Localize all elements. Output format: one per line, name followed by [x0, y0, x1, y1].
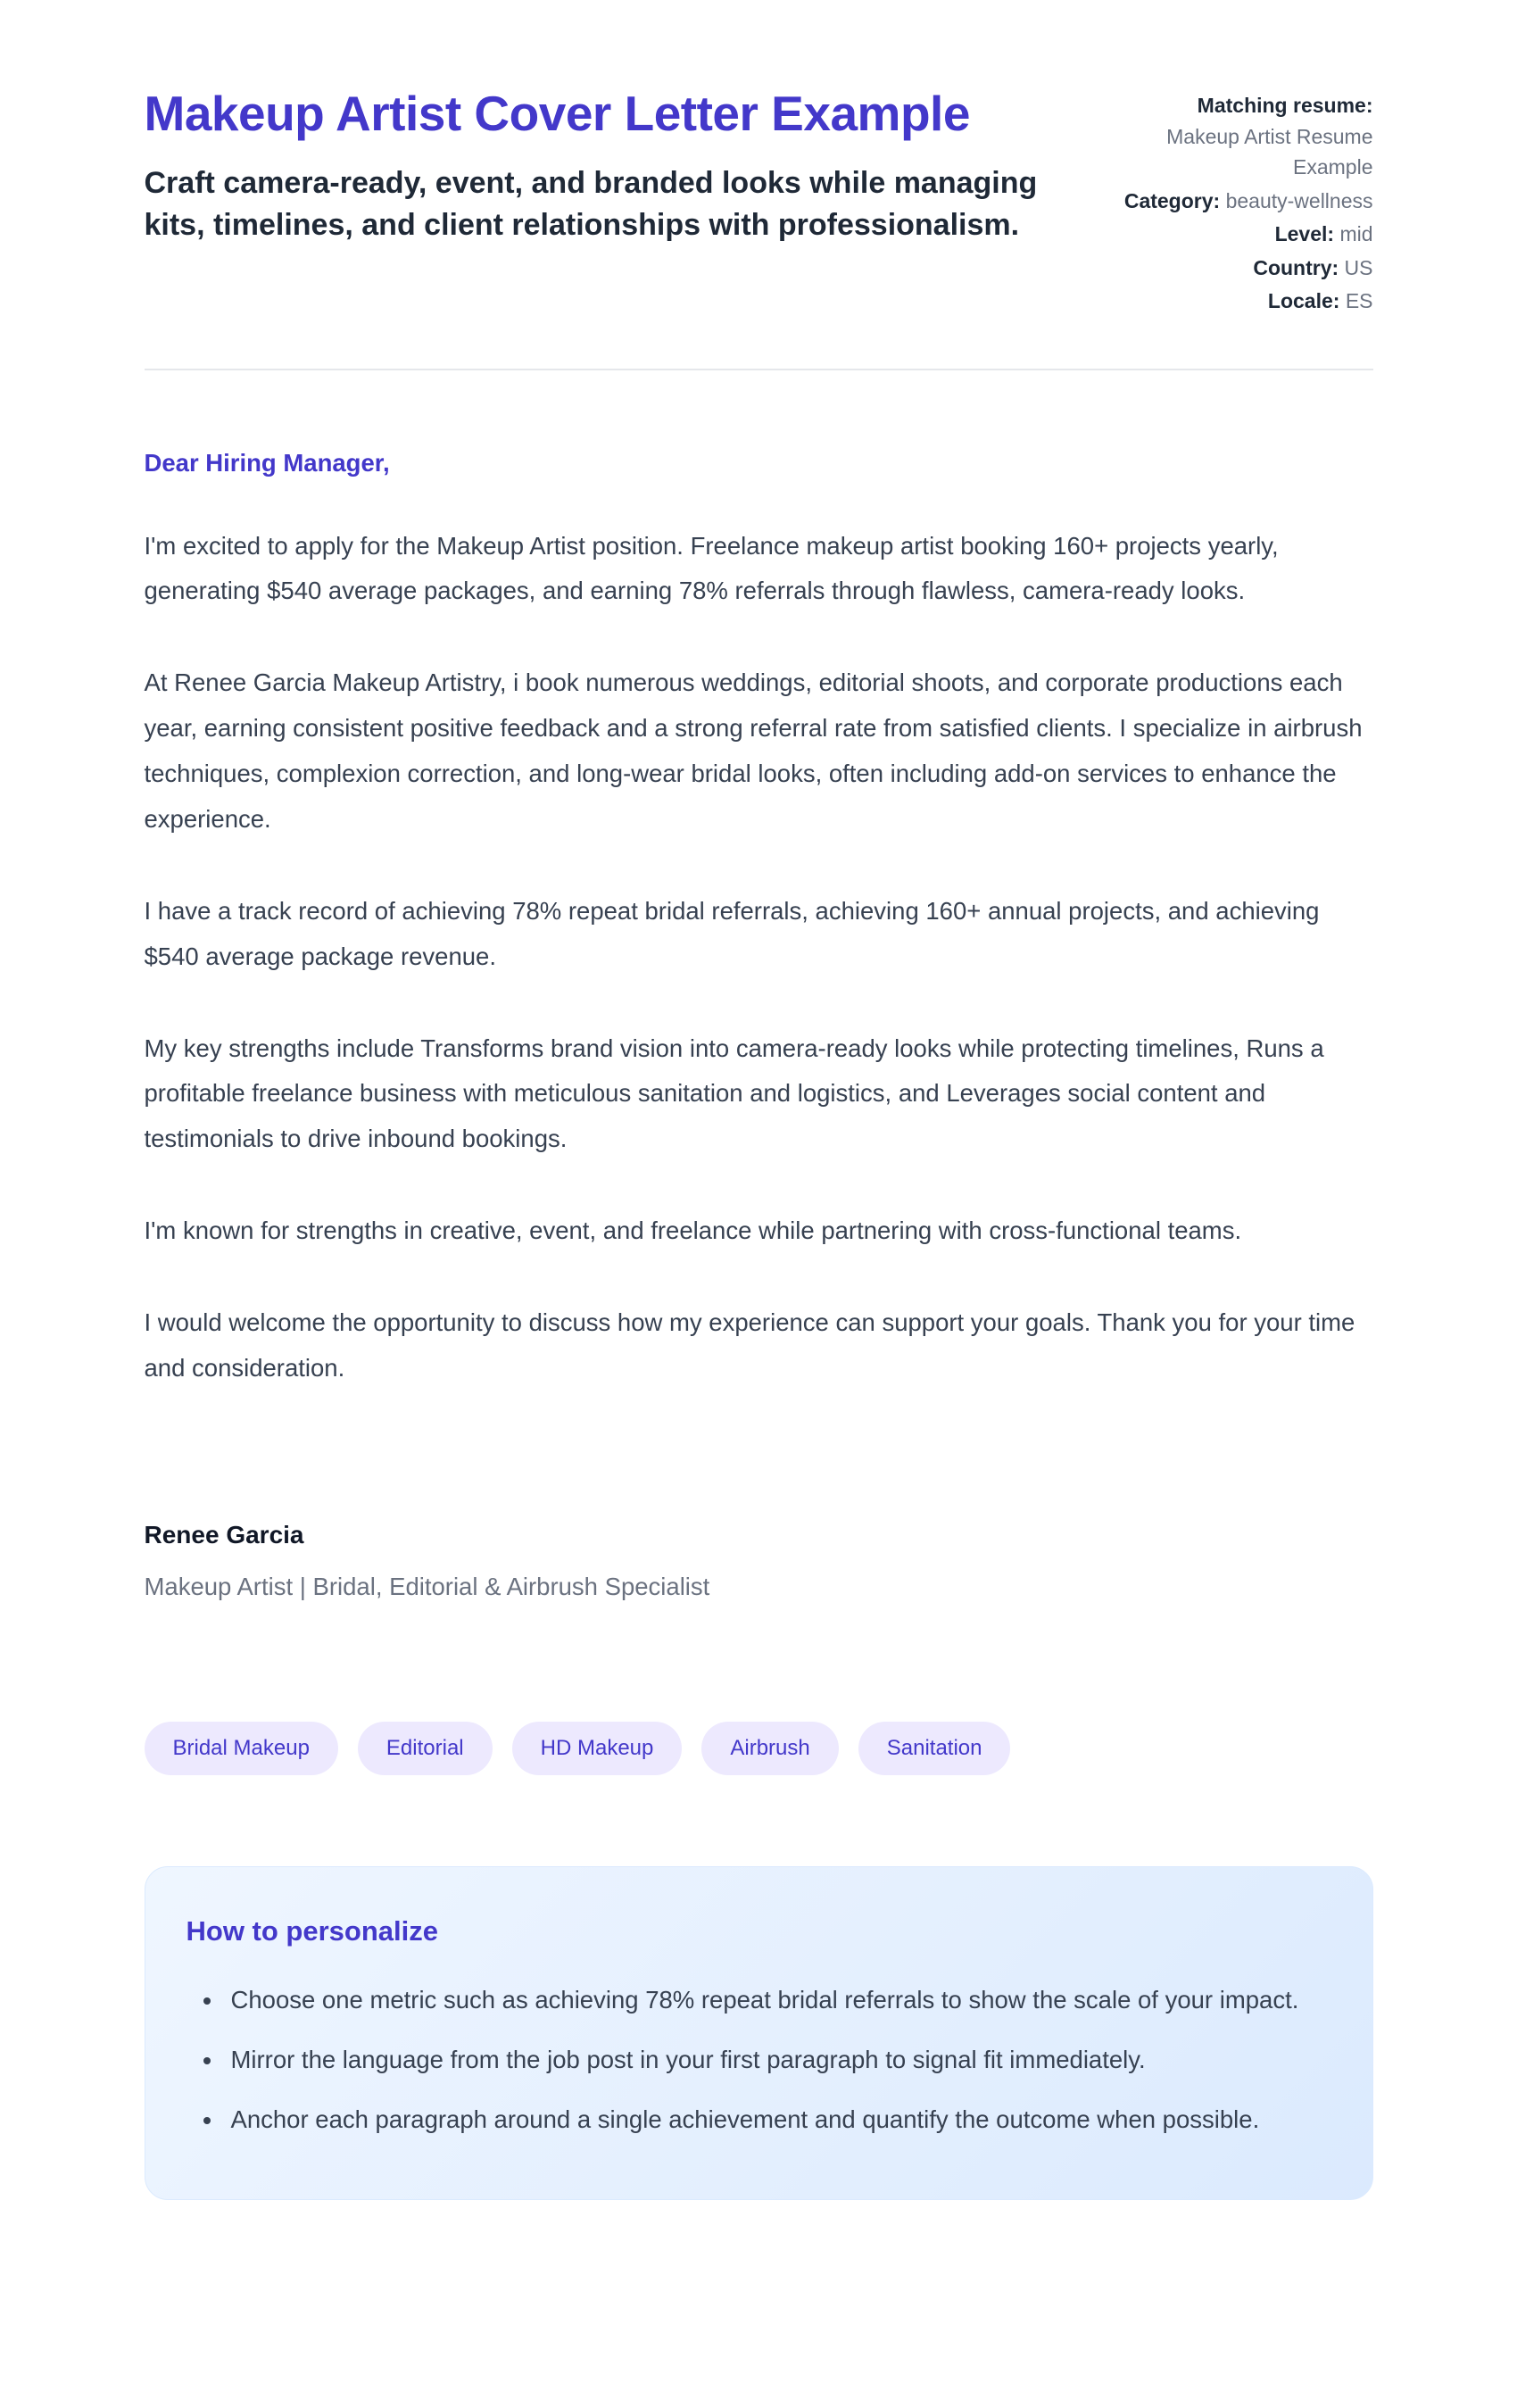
letter-paragraph-1: I'm excited to apply for the Makeup Artist position. Freelance makeup artist booking 160+ projects yearly, generating $540 average packages, and earning 78% referrals through flawless, camera-ready looks.: [144, 531, 1279, 605]
tag-airbrush[interactable]: Airbrush: [701, 1722, 838, 1775]
tag-list: [145, 1722, 1373, 1775]
personalize-heading: How to personalize: [186, 1914, 438, 1947]
meta-label-category: Category:: [1123, 188, 1221, 212]
meta-value-country: US: [1344, 255, 1373, 279]
meta-row-matching-resume: [1106, 90, 1373, 183]
tag-hd-makeup[interactable]: HD Makeup: [512, 1722, 683, 1775]
personalize-bullet-1: • Choose one metric such as achieving 78% repeat bridal referrals to show the scale of your impact.: [224, 1978, 1319, 2023]
header-left: [145, 85, 1090, 247]
meta-label-locale: Locale:: [1267, 289, 1340, 312]
tag-sanitation[interactable]: Sanitation: [858, 1722, 1011, 1775]
meta-label-matching-resume: Matching resume:: [1197, 94, 1373, 117]
letter-paragraph-2: At Renee Garcia Makeup Artistry, i book numerous weddings, editorial shoots, and corporate productions each year, earning consistent positive feedback and a strong referral rate from satisfied clients. I specialize in airbrush techniques, complexion correction, and long-wear bridal looks, often including add-on services to enhance the experience.: [144, 668, 1363, 833]
meta-row-country: [1106, 253, 1373, 284]
meta-value-matching-resume: Makeup Artist Resume Example: [1166, 124, 1373, 179]
signature-title: Makeup Artist | Bridal, Editorial & Airbrush Specialist: [144, 1572, 710, 1600]
tag-bridal-makeup[interactable]: Bridal Makeup: [145, 1722, 338, 1775]
page-subtitle: Craft camera-ready, event, and branded looks while managing kits, timelines, and client relationships with professionalism.: [144, 165, 1038, 243]
letter-paragraph-5: I'm known for strengths in creative, event, and freelance while partnering with cross-functional teams.: [144, 1216, 1242, 1245]
meta-panel: [1106, 85, 1373, 317]
letter-paragraph-4: My key strengths include Transforms brand vision into camera-ready looks while protecting timelines, Runs a profitable freelance business with meticulous sanitation and logistics, and Leverages social content and testimonials to drive inbound bookings.: [144, 1034, 1324, 1153]
meta-label-country: Country:: [1253, 255, 1339, 279]
personalize-list: [187, 1978, 1319, 2143]
personalize-box: [145, 1866, 1373, 2201]
personalize-bullet-2: • Mirror the language from the job post in your first paragraph to signal fit immediately.: [224, 2038, 1319, 2083]
meta-row-level: [1106, 219, 1373, 250]
letter-paragraph-3: I have a track record of achieving 78% repeat bridal referrals, achieving 160+ annual projects, and achieving $540 average package revenue.: [144, 896, 1320, 970]
meta-value-category: beauty-wellness: [1225, 188, 1373, 212]
personalize-bullet-3: • Anchor each paragraph around a single achievement and quantify the outcome when possible.: [224, 2097, 1319, 2143]
divider: [145, 369, 1373, 370]
meta-row-locale: [1106, 286, 1373, 317]
page-title: Makeup Artist Cover Letter Example: [144, 86, 970, 141]
meta-value-level: mid: [1339, 222, 1373, 245]
salutation: Dear Hiring Manager,: [144, 448, 390, 477]
cover-letter-body: [145, 449, 1373, 1601]
meta-value-locale: ES: [1345, 289, 1373, 312]
letter-paragraph-6: I would welcome the opportunity to discuss how my experience can support your goals. Thank you for your time and consideration.: [144, 1308, 1355, 1382]
meta-label-level: Level:: [1274, 222, 1335, 245]
meta-row-category: [1106, 186, 1373, 217]
header: [145, 85, 1373, 317]
signature-name: Renee Garcia: [144, 1520, 304, 1549]
content-column: [145, 0, 1373, 2307]
tag-editorial[interactable]: Editorial: [358, 1722, 493, 1775]
